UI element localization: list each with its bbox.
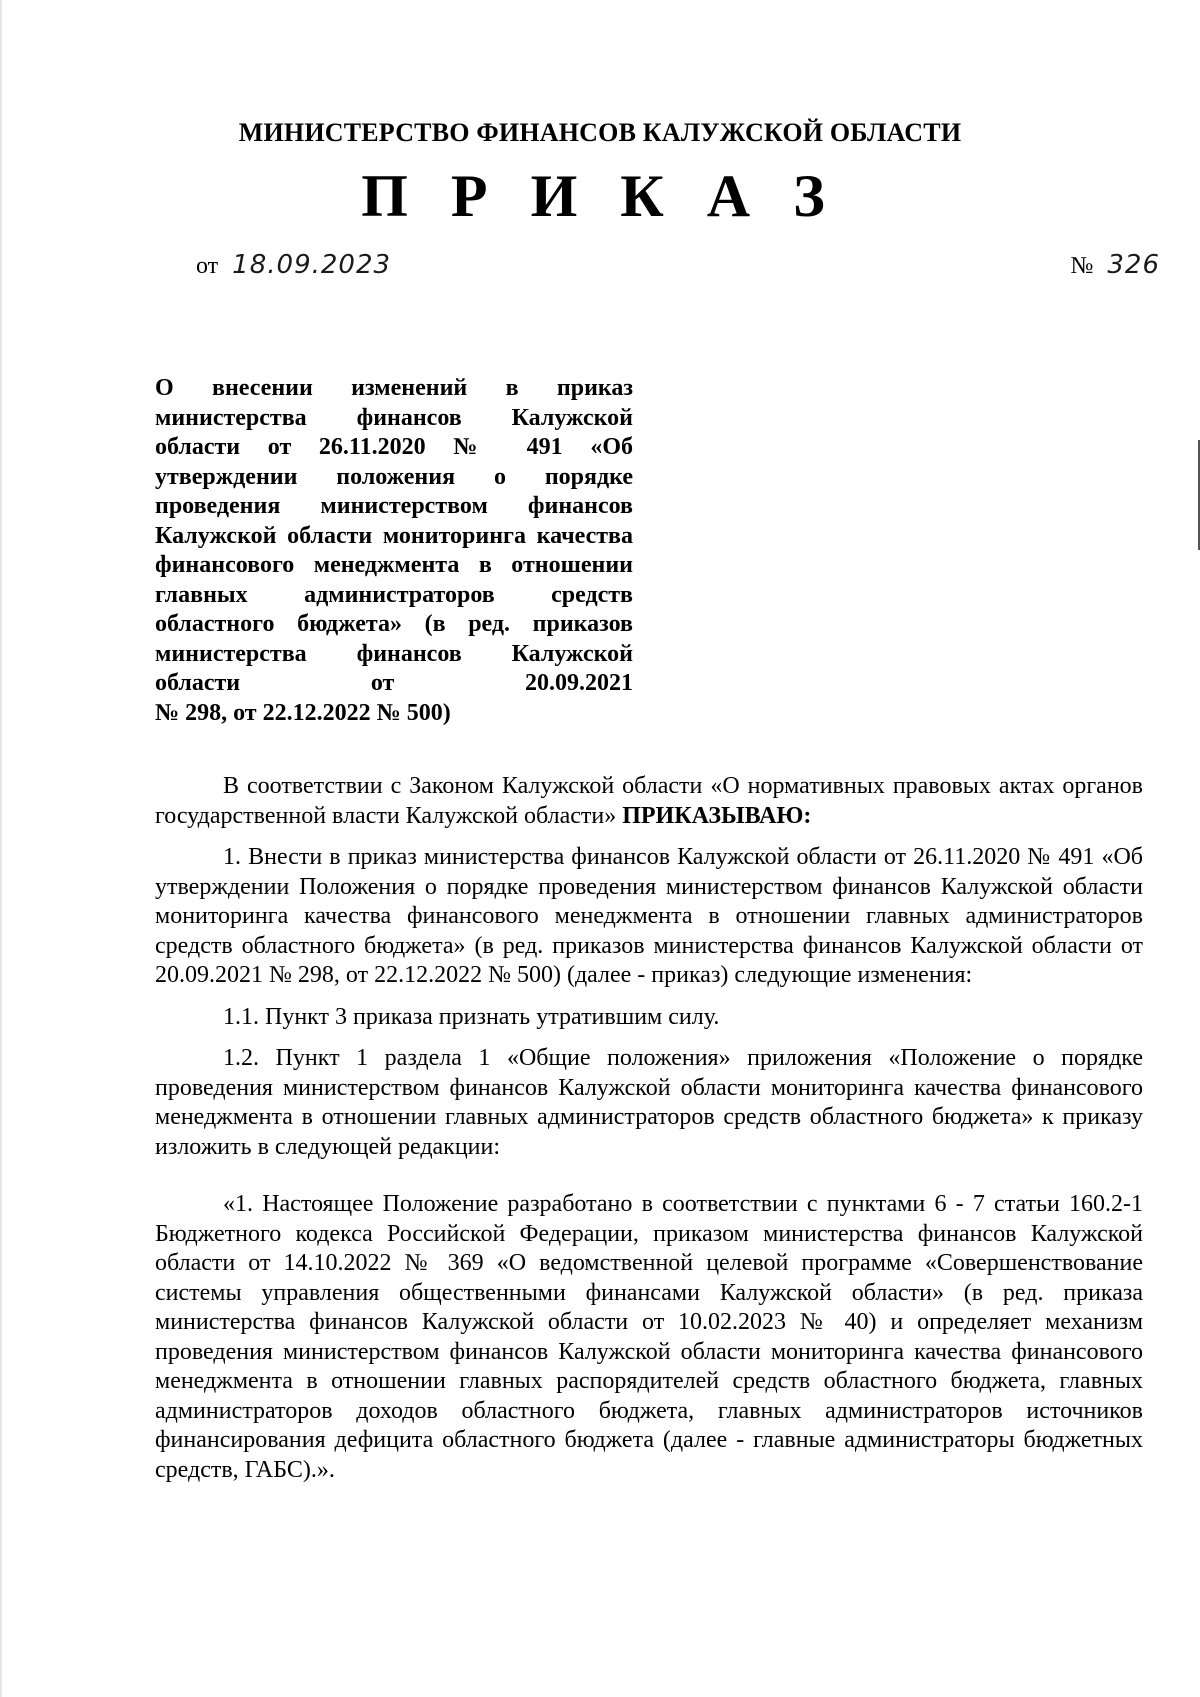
ministry-heading: МИНИСТЕРСТВО ФИНАНСОВ КАЛУЖСКОЙ ОБЛАСТИ (238, 118, 962, 147)
order-date (196, 250, 391, 280)
handwritten-date: 18.09.2023 (232, 250, 392, 280)
preamble-text: В соответствии с Законом Калужской области «О нормативных правовых актах органов государственной власти Калужской области» (155, 773, 1143, 829)
date-prefix: от (196, 253, 219, 279)
subject-text-last-line: № 298, от 22.12.2022 № 500) (155, 699, 451, 726)
subject-text: О внесении изменений в приказ министерства финансов Калужской области от 26.11.2020 № 491 «Об утверждении положения о порядке проведения министерством финансов Калужской области мониторинга качества финансового менеджмента в отношении главных администраторов средств областного бюджета» (в ред. приказов министерства финансов Калужской области от 20.09.2021 (155, 375, 633, 696)
item-1-paragraph: 1. Внести в приказ министерства финансов Калужской области от 26.11.2020 № 491 «Об утверждении Положения о порядке проведения министерством финансов Калужской области мониторинга качества финансового менеджмента в отношении главных администраторов средств областного бюджета» (в ред. приказов министерства финансов Калужской области от 20.09.2021 № 298, от 22.12.2022 № 500) (далее - приказ) следующие изменения: (155, 844, 1143, 988)
item-1-1-paragraph: 1.1. Пункт 3 приказа признать утратившим силу. (223, 1003, 720, 1030)
preamble-paragraph (155, 772, 1143, 831)
order-number (1070, 250, 1160, 280)
order-body (155, 772, 1143, 1497)
order-title: П Р И К А З (361, 163, 839, 229)
order-subject (155, 374, 633, 728)
handwritten-number: 326 (1107, 250, 1160, 280)
scan-edge-left (0, 0, 2, 1697)
item-1-2-paragraph: 1.2. Пункт 1 раздела 1 «Общие положения» приложения «Положение о порядке проведения министерством финансов Калужской области мониторинга качества финансового менеджмента в отношении главных администраторов средств областного бюджета» к приказу изложить в следующей редакции: (155, 1045, 1143, 1160)
order-word: ПРИКАЗЫВАЮ: (622, 802, 812, 829)
quoted-paragraph: «1. Настоящее Положение разработано в соответствии с пунктами 6 - 7 статьи 160.2-1 Бюджетного кодекса Российской Федерации, приказом министерства финансов Калужской области от 14.10.2022 № 369 «О ведомственной целевой программе «Совершенствование системы управления общественными финансами Калужской области» (в ред. приказа министерства финансов Калужской области от 10.02.2023 № 40) и определяет механизм проведения министерством финансов Калужской области мониторинга качества финансового менеджмента в отношении главных распорядителей средств областного бюджета, главных администраторов доходов областного бюджета, главных администраторов источников финансирования дефицита областного бюджета (далее - главные администраторы бюджетных средств, ГАБС).». (155, 1191, 1143, 1483)
number-prefix: № (1070, 253, 1094, 279)
